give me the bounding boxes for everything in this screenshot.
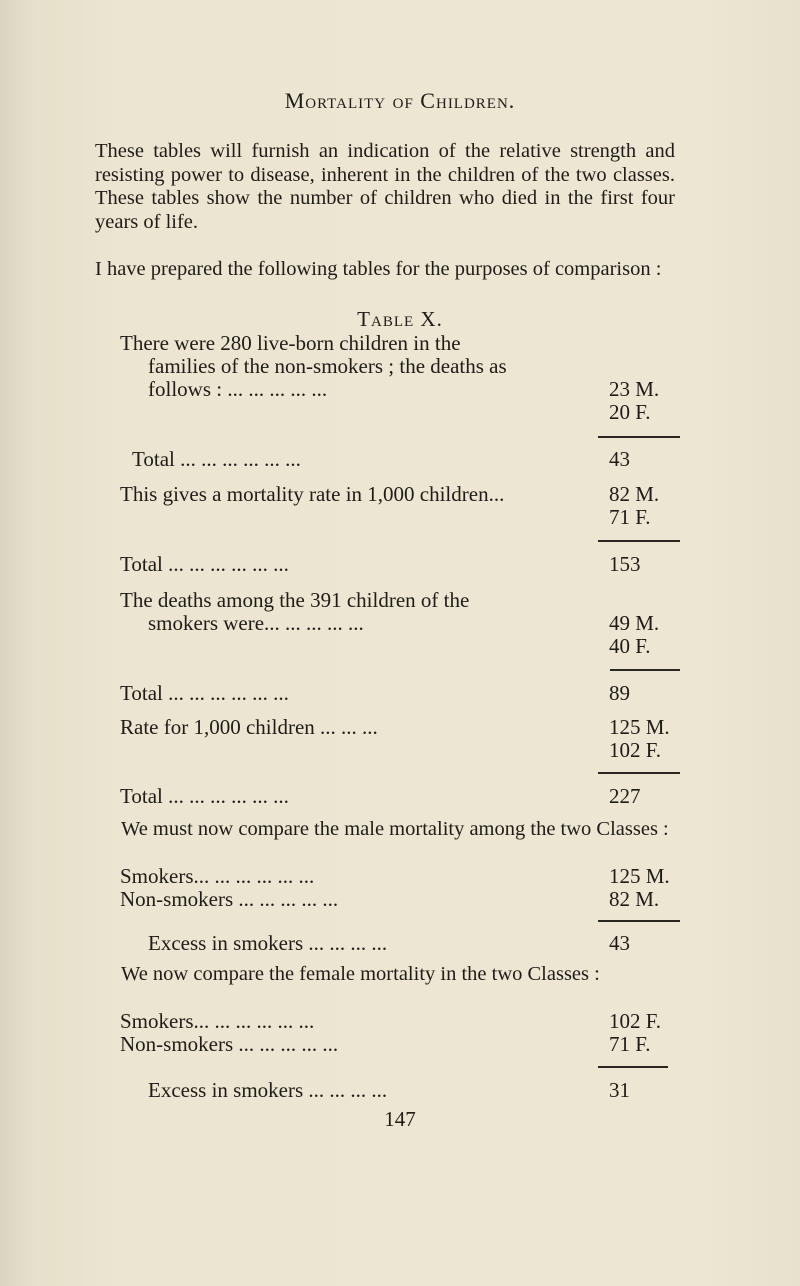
female-nonsmokers-label: Non-smokers ... ... ... ... ...: [120, 1032, 339, 1056]
male-comparison-paragraph: [95, 818, 681, 842]
female-excess-label: Excess in smokers ... ... ... ...: [148, 1078, 388, 1102]
smokers-deaths-male: 49 M.: [609, 611, 660, 635]
intro-paragraph-2: [95, 258, 675, 282]
smokers-rate-total: 227: [609, 784, 641, 808]
rule: [598, 772, 680, 774]
smokers-rate-male: 125 M.: [609, 715, 670, 739]
nonsmokers-rate-female: 71 F.: [609, 505, 651, 529]
male-excess-label: Excess in smokers ... ... ... ...: [148, 931, 388, 955]
smokers-deaths-female: 40 F.: [609, 634, 651, 658]
nonsmokers-deaths-female: 20 F.: [609, 400, 651, 424]
nonsmokers-intro-line-2: families of the non-smokers ; the deaths as: [148, 354, 507, 378]
male-smokers-value: 125 M.: [609, 864, 670, 888]
smokers-intro-line-1: The deaths among the 391 children of the: [120, 588, 470, 612]
nonsmokers-total-label: Total ... ... ... ... ... ...: [132, 447, 301, 471]
rule: [598, 540, 680, 542]
female-excess-value: 31: [609, 1078, 630, 1102]
intro-paragraph-1: [95, 140, 675, 234]
male-nonsmokers-label: Non-smokers ... ... ... ... ...: [120, 887, 339, 911]
smokers-total: 89: [609, 681, 630, 705]
rule: [598, 436, 680, 438]
rule: [610, 669, 680, 671]
female-smokers-label: Smokers... ... ... ... ... ...: [120, 1009, 315, 1033]
smokers-rate-female: 102 F.: [609, 738, 661, 762]
rule: [598, 1066, 668, 1068]
nonsmokers-intro-line-3: follows : ... ... ... ... ...: [148, 377, 328, 401]
male-nonsmokers-value: 82 M.: [609, 887, 660, 911]
nonsmokers-deaths-male: 23 M.: [609, 377, 660, 401]
smokers-total-label: Total ... ... ... ... ... ...: [120, 681, 289, 705]
female-comparison-paragraph: [95, 963, 681, 987]
male-excess-value: 43: [609, 931, 630, 955]
smokers-rate-label: Rate for 1,000 children ... ... ...: [120, 715, 378, 739]
female-nonsmokers-value: 71 F.: [609, 1032, 651, 1056]
intro-text-1: These tables will furnish an indication of the relative strength and resisting power to disease, inherent in the children of the two classes. These tables show the number of children who died in the first four years of life.: [95, 140, 675, 233]
nonsmokers-rate-male: 82 M.: [609, 482, 660, 506]
nonsmokers-total: 43: [609, 447, 630, 471]
running-header: Mortality of Children.: [284, 88, 516, 113]
smokers-intro-line-2: smokers were... ... ... ... ...: [148, 611, 364, 635]
nonsmokers-rate-label: This gives a mortality rate in 1,000 children...: [120, 482, 505, 506]
table-title: Table X.: [357, 307, 443, 331]
male-comparison-text: We must now compare the male mortality among the two Classes :: [121, 818, 669, 840]
intro-text-2: I have prepared the following tables for the purposes of comparison :: [95, 258, 662, 280]
female-comparison-text: We now compare the female mortality in the two Classes :: [121, 963, 600, 985]
female-smokers-value: 102 F.: [609, 1009, 661, 1033]
male-smokers-label: Smokers... ... ... ... ... ...: [120, 864, 315, 888]
page-number: 147: [384, 1107, 416, 1131]
nonsmokers-rate-total: 153: [609, 552, 641, 576]
rule: [598, 920, 680, 922]
smokers-rate-total-label: Total ... ... ... ... ... ...: [120, 784, 289, 808]
nonsmokers-intro-line-1: There were 280 live-born children in the: [120, 331, 461, 355]
nonsmokers-rate-total-label: Total ... ... ... ... ... ...: [120, 552, 289, 576]
